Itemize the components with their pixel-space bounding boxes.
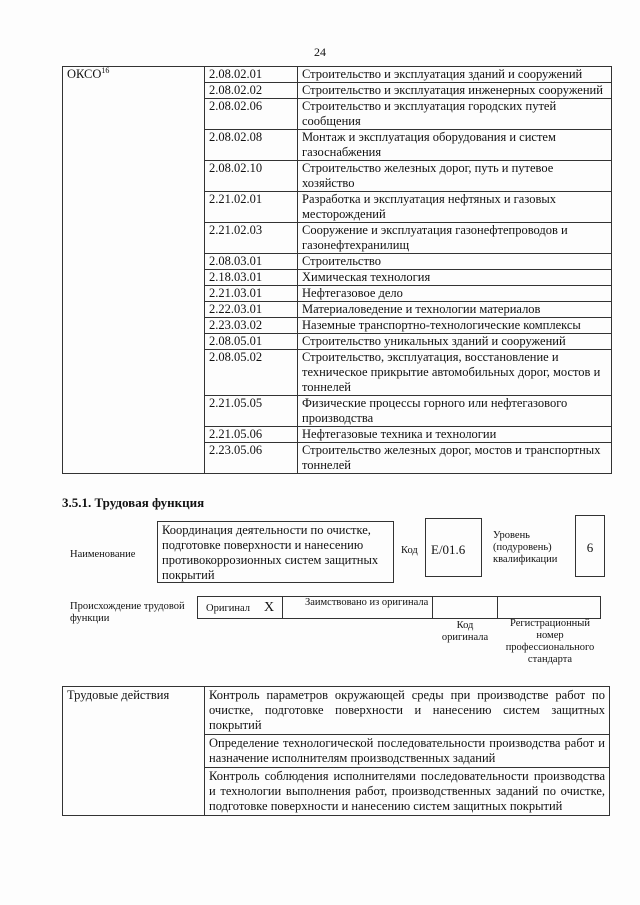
name-value: Координация деятельности по очистке, подготовке поверхности и нанесению противокоррозионных систем защитных покрытий bbox=[157, 521, 394, 583]
reg-number-label: Регистрационный номер профессионального стандарта bbox=[505, 618, 595, 665]
okso-code: 2.21.03.01 bbox=[205, 286, 298, 302]
original-code-label: Код оригинала bbox=[441, 620, 489, 643]
okso-name: Физические процессы горного или нефтегазового производства bbox=[298, 396, 612, 427]
reg-number-cell bbox=[497, 596, 601, 619]
okso-name: Нефтегазовое дело bbox=[298, 286, 612, 302]
okso-code: 2.08.02.10 bbox=[205, 161, 298, 192]
okso-code: 2.08.02.08 bbox=[205, 130, 298, 161]
code-label: Код bbox=[401, 545, 418, 556]
original-label: Оригинал bbox=[206, 603, 250, 614]
okso-name: Сооружение и эксплуатация газонефтепроводов и газонефтехранилищ bbox=[298, 223, 612, 254]
okso-name: Строительство и эксплуатация инженерных сооружений bbox=[298, 83, 612, 99]
okso-name: Строительство уникальных зданий и сооружений bbox=[298, 334, 612, 350]
okso-code: 2.21.02.03 bbox=[205, 223, 298, 254]
okso-name: Строительство и эксплуатация городских путей сообщения bbox=[298, 99, 612, 130]
okso-code: 2.08.05.02 bbox=[205, 350, 298, 396]
page-number: 24 bbox=[314, 45, 326, 59]
okso-name: Строительство bbox=[298, 254, 612, 270]
okso-row bbox=[63, 67, 612, 83]
okso-code: 2.08.05.01 bbox=[205, 334, 298, 350]
okso-code: 2.21.05.06 bbox=[205, 427, 298, 443]
section-title: 3.5.1. Трудовая функция bbox=[62, 495, 205, 510]
borrowed-cell: Заимствовано из оригинала bbox=[282, 596, 433, 619]
labor-action-item: Определение технологической последовательности производства работ и назначение исполнителям производственных заданий bbox=[205, 735, 610, 768]
original-cell bbox=[197, 596, 283, 619]
okso-name: Наземные транспортно-технологические комплексы bbox=[298, 318, 612, 334]
okso-name: Нефтегазовые техника и технологии bbox=[298, 427, 612, 443]
level-value: 6 bbox=[575, 515, 605, 577]
original-code-cell bbox=[432, 596, 498, 619]
okso-code: 2.23.03.02 bbox=[205, 318, 298, 334]
okso-code: 2.08.02.02 bbox=[205, 83, 298, 99]
okso-name: Строительство железных дорог, мостов и транспортных тоннелей bbox=[298, 443, 612, 474]
level-label: Уровень (подуровень) квалификации bbox=[493, 530, 558, 565]
origin-label: Происхождение трудовой функции bbox=[70, 601, 185, 624]
original-mark: X bbox=[264, 600, 275, 615]
okso-name: Разработка и эксплуатация нефтяных и газовых месторождений bbox=[298, 192, 612, 223]
labor-action-item: Контроль соблюдения исполнителями последовательности производства и технологии выполнения работ, производственных заданий по очистке, подготовке поверхности и нанесению систем защитных покрытий bbox=[205, 768, 610, 816]
okso-footnote: 16 bbox=[101, 65, 110, 75]
okso-code: 2.08.02.06 bbox=[205, 99, 298, 130]
okso-code: 2.22.03.01 bbox=[205, 302, 298, 318]
okso-label: ОКСО bbox=[67, 67, 102, 81]
labor-actions-label: Трудовые действия bbox=[63, 687, 205, 816]
labor-actions-table bbox=[62, 686, 610, 816]
okso-code: 2.18.03.01 bbox=[205, 270, 298, 286]
okso-name: Химическая технология bbox=[298, 270, 612, 286]
okso-name: Строительство, эксплуатация, восстановление и техническое прикрытие автомобильных дорог, мостов и тоннелей bbox=[298, 350, 612, 396]
okso-code: 2.08.03.01 bbox=[205, 254, 298, 270]
okso-name: Строительство и эксплуатация зданий и сооружений bbox=[298, 67, 612, 83]
okso-code: 2.23.05.06 bbox=[205, 443, 298, 474]
labor-action-row bbox=[63, 687, 610, 735]
okso-name: Монтаж и эксплуатация оборудования и систем газоснабжения bbox=[298, 130, 612, 161]
okso-name: Строительство железных дорог, путь и путевое хозяйство bbox=[298, 161, 612, 192]
name-label: Наименование bbox=[70, 549, 136, 560]
labor-action-item: Контроль параметров окружающей среды при производстве работ по очистке, подготовке поверхности и нанесению систем защитных покрытий bbox=[205, 687, 610, 735]
okso-code: 2.21.05.05 bbox=[205, 396, 298, 427]
okso-code: 2.08.02.01 bbox=[205, 67, 298, 83]
code-value: E/01.6 bbox=[425, 518, 482, 577]
okso-label-cell bbox=[63, 67, 205, 474]
okso-name: Материаловедение и технологии материалов bbox=[298, 302, 612, 318]
okso-code: 2.21.02.01 bbox=[205, 192, 298, 223]
okso-table bbox=[62, 66, 612, 474]
